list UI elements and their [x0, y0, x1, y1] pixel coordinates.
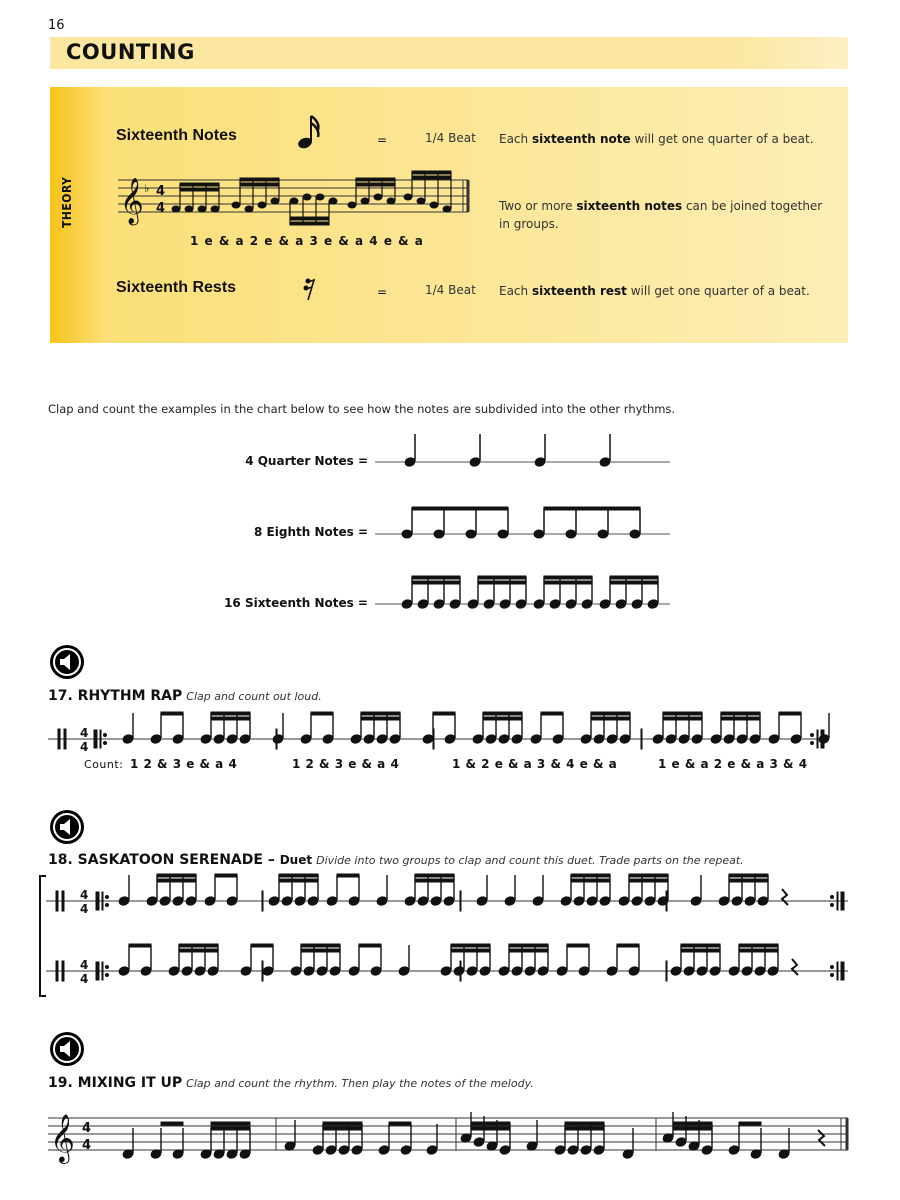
exercise-18-title: 18. SASKATOON SERENADE – Duet Divide into two groups to clap and count this duet. Trade parts on the repeat.	[48, 852, 744, 868]
intro-text: Clap and count the examples in the chart below to see how the notes are subdivided into the other rhythms.	[48, 402, 676, 416]
svg-text:4: 4	[80, 972, 89, 986]
sixteenth-rest-description: Each sixteenth rest will get one quarter of a beat.	[499, 284, 810, 298]
equals-sign: =	[377, 133, 388, 147]
exercise-17-count: Count:	[84, 758, 124, 771]
page-number: 16	[48, 18, 65, 33]
beat-value: 1/4 Beat	[425, 283, 476, 297]
groups-description: Two or more sixteenth notes can be joined together in groups.	[499, 199, 823, 231]
sixteenth-note-description: Each sixteenth note will get one quarter of a beat.	[499, 132, 814, 146]
speaker-icon[interactable]	[50, 645, 84, 679]
sixteenth-notes-line	[375, 572, 675, 612]
quarter-notes-line	[375, 430, 675, 470]
eighth-notes-line	[375, 502, 675, 542]
sixteenth-groups-staff	[118, 170, 478, 232]
speaker-icon[interactable]	[50, 810, 84, 844]
sixteenth-note-icon	[296, 112, 326, 152]
sixteenth-notes-label: 16 Sixteenth Notes =	[224, 596, 368, 610]
eighth-notes-label: 8 Eighth Notes =	[254, 525, 368, 539]
section-title: COUNTING	[66, 40, 195, 64]
svg-text:4: 4	[80, 888, 89, 902]
svg-text:4: 4	[156, 184, 166, 199]
svg-text:4: 4	[80, 902, 89, 916]
count-measure-4: 1 e & a 2 e & a 3 & 4	[658, 757, 808, 771]
exercise-17-staff	[48, 706, 848, 756]
exercise-18-staff	[36, 872, 856, 1002]
theory-count-line: 1 e & a 2 e & a 3 e & a 4 e & a	[190, 234, 424, 248]
exercise-19-staff	[48, 1100, 858, 1170]
svg-text:4: 4	[80, 740, 89, 754]
svg-text:𝄞: 𝄞	[120, 178, 144, 224]
svg-text:4: 4	[156, 201, 166, 216]
svg-text:4: 4	[82, 1138, 92, 1153]
svg-text:4: 4	[80, 958, 89, 972]
sixteenth-notes-title: Sixteenth Notes	[116, 127, 237, 144]
equals-sign: =	[377, 285, 388, 299]
beat-value: 1/4 Beat	[425, 131, 476, 145]
exercise-17-title: 17. RHYTHM RAP Clap and count out loud.	[48, 688, 322, 704]
speaker-icon[interactable]	[50, 1032, 84, 1066]
exercise-19-title: 19. MIXING IT UP Clap and count the rhythm. Then play the notes of the melody.	[48, 1075, 534, 1091]
count-measure-3: 1 & 2 e & a 3 & 4 e & a	[452, 757, 618, 771]
svg-text:4: 4	[80, 726, 89, 740]
svg-text:♭: ♭	[144, 182, 150, 195]
count-measure-1: 1 2 & 3 e & a 4	[130, 757, 238, 771]
sixteenth-rest-icon	[302, 276, 322, 302]
svg-text:4: 4	[82, 1121, 92, 1136]
sixteenth-rests-title: Sixteenth Rests	[116, 279, 237, 296]
svg-text:𝄞: 𝄞	[50, 1113, 75, 1162]
theory-label: THEORY	[60, 176, 74, 228]
quarter-notes-label: 4 Quarter Notes =	[245, 454, 368, 468]
count-measure-2: 1 2 & 3 e & a 4	[292, 757, 400, 771]
